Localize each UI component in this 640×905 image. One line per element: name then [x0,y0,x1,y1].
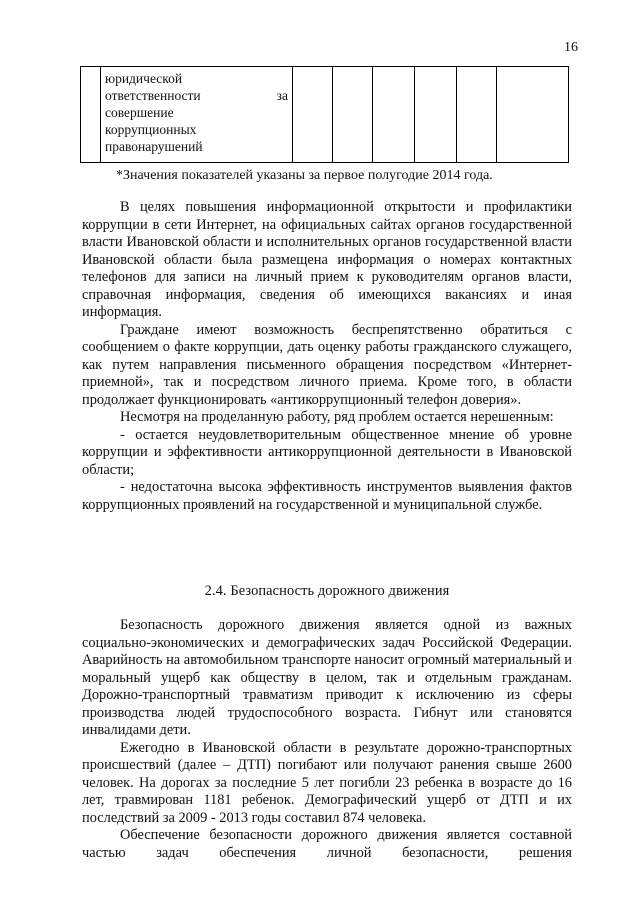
table-cell-number [81,67,101,163]
table-cell [415,67,457,163]
section-body-text [82,617,572,862]
table-cell [457,67,497,163]
section-heading: 2.4. Безопасность дорожного движения [204,583,450,599]
paragraph: Несмотря на проделанную работу, ряд проблем остается нерешенным: [120,409,554,425]
table-footnote: *Значения показателей указаны за первое полугодие 2014 года. [116,168,493,183]
table-cell [333,67,373,163]
paragraph: Граждане имеют возможность беспрепятственно обратиться с сообщением о факте коррупции, дать оценку работы гражданского служащего, как путем направления письменного обращения посредством «Интернет-приемной», так и посредством личного приема. Кроме того, в области продолжает функционировать «антикоррупционный телефон доверия». [82,321,572,408]
page-number: 16 [564,40,578,55]
paragraph: Обеспечение безопасности дорожного движения является составной частью задач обеспечения личной безопасности, решения [82,827,572,861]
paragraph: - недостаточна высока эффективность инструментов выявления фактов коррупционных проявлений на государственной и муниципальной службе. [82,479,572,513]
table-cell [497,67,569,163]
table-cell [373,67,415,163]
table-cell [293,67,333,163]
paragraph: В целях повышения информационной открытости и профилактики коррупции в сети Интернет, на официальных сайтах органов государственной власти Ивановской области и исполнительных органов государственной власти Ивановской области была размещена информация о номерах контактных телефонов для записи на личный прием к руководителям органов власти, справочная информация, сведения об имеющихся вакансиях и иная информация. [82,199,572,320]
cell-line: коррупционных [105,122,197,137]
paragraph: Ежегодно в Ивановской области в результате дорожно-транспортных происшествий (далее – ДТП) погибают или получают ранения свыше 2600 человек. На дорогах за последние 5 лет погибли 23 ребенка в возрасте до 16 лет, травмирован 1181 ребенок. Демографический ущерб от ДТП и их последствий за 2009 - 2013 годы составил 874 человека. [82,739,572,826]
body-text [82,199,572,514]
continued-table [80,66,569,163]
paragraph: - остается неудовлетворительным общественное мнение об уровне коррупции и эффективности антикоррупционной деятельности в Ивановской области; [82,426,572,478]
cell-line: за [276,88,288,103]
paragraph: Безопасность дорожного движения является одной из важных социально-экономических и демографических задач Российской Федерации. Аварийность на автомобильном транспорте наносит огромный материальный и моральный ущерб как обществу в целом, так и отдельным гражданам. Дорожно-транспортный травматизм приводит к исключению из сферы производства людей трудоспособного возраста. Гибнут или становятся инвалидами дети. [82,617,572,738]
cell-line: юридической [105,71,183,86]
cell-line: ответственности [105,88,201,103]
table-row [81,67,569,163]
cell-line: совершение [105,105,174,120]
table-cell-description [101,67,293,163]
cell-line: правонарушений [105,139,203,154]
